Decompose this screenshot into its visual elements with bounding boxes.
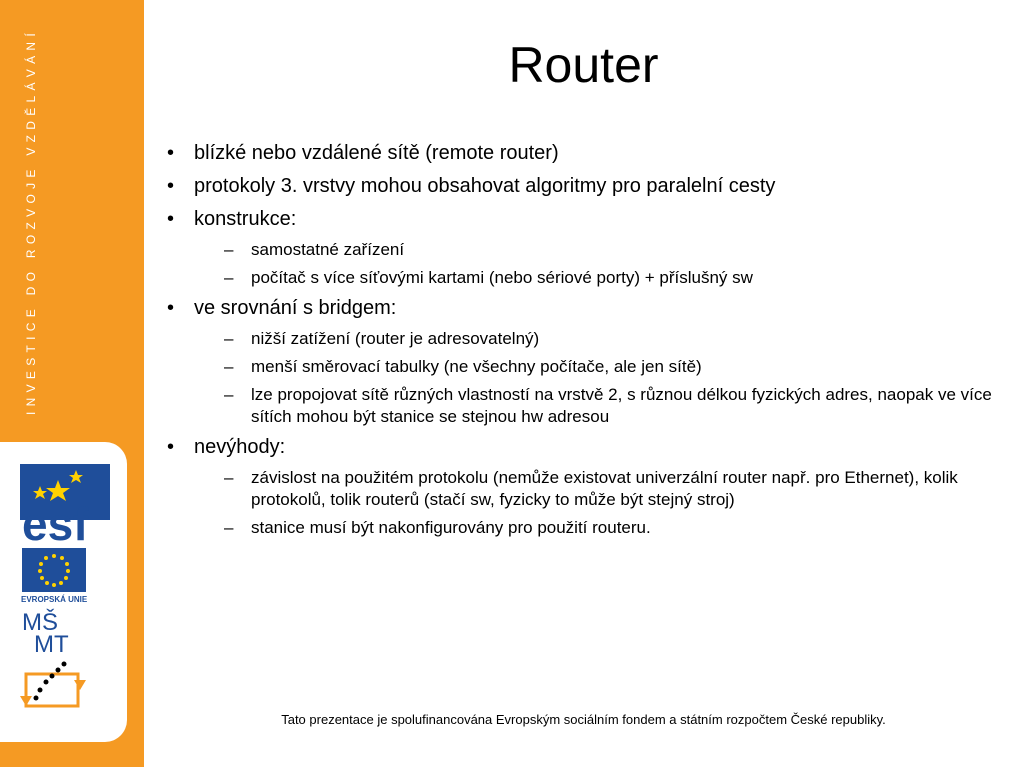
sub-item xyxy=(164,356,1004,378)
sub-text: menší směrovací tabulky (ne všechny počítače, ale jen sítě) xyxy=(251,357,702,376)
bullet-text: nevýhody: xyxy=(194,436,286,458)
esf-logo xyxy=(20,464,110,544)
sidebar xyxy=(0,0,144,767)
bullet-item xyxy=(164,206,1004,232)
sub-text: stanice musí být nakonfigurovány pro použití routeru. xyxy=(251,518,651,537)
sub-text: samostatné zařízení xyxy=(251,240,405,259)
sub-marker: – xyxy=(224,468,234,487)
sub-marker: – xyxy=(224,329,234,348)
sub-text: lze propojovat sítě různých vlastností na vrstvě 2, s různou délkou fyzických adres, naopak ve více sítích mohou být stanice se stejnou hw adresou xyxy=(251,385,992,426)
sub-marker: – xyxy=(224,268,234,287)
bullet-item xyxy=(164,173,1004,199)
sub-marker: – xyxy=(224,385,234,404)
bullet-marker: • xyxy=(167,208,175,230)
logo-card xyxy=(0,442,127,742)
esf-logo-text: esf xyxy=(22,498,89,544)
sub-marker: – xyxy=(224,240,234,259)
sidebar-vertical-text: INVESTICE DO ROZVOJE VZDĚLÁVÁNÍ xyxy=(24,27,38,415)
bullet-text: protokoly 3. vrstvy mohou obsahovat algoritmy pro paralelní cesty xyxy=(194,175,776,197)
sub-item xyxy=(164,467,1004,511)
bullet-marker: • xyxy=(167,436,175,458)
sub-text: počítač s více síťovými kartami (nebo sériové porty) + příslušný sw xyxy=(251,268,753,287)
sub-list xyxy=(164,467,1004,539)
bullet-text: ve srovnání s bridgem: xyxy=(194,297,397,319)
bullet-marker: • xyxy=(167,142,175,164)
sub-list xyxy=(164,239,1004,289)
sub-marker: – xyxy=(224,518,234,537)
msmt-bottom-text: MT xyxy=(34,631,69,654)
bullet-text: konstrukce: xyxy=(194,208,297,230)
bullet-marker: • xyxy=(167,297,175,319)
sub-text: závislost na použitém protokolu (nemůže existovat univerzální router např. pro Ethernet), kolik protokolů, tolik routerů (stačí sw, fyzicky to může být stejný stroj) xyxy=(251,468,958,509)
bullet-text: blízké nebo vzdálené sítě (remote router) xyxy=(194,142,559,164)
sub-item xyxy=(164,239,1004,261)
footer-text: Tato prezentace je spolufinancována Evropským sociálním fondem a státním rozpočtem České republiky. xyxy=(281,712,886,727)
sub-item xyxy=(164,267,1004,289)
bullet-item xyxy=(164,295,1004,321)
bullet-item xyxy=(164,434,1004,460)
slide-content xyxy=(164,140,1004,545)
oppa-logo xyxy=(20,660,90,720)
slide-title: Router xyxy=(508,37,659,93)
msmt-logo xyxy=(20,608,90,654)
sub-list xyxy=(164,328,1004,428)
msmt-top-text: MŠ xyxy=(22,609,58,636)
bullet-marker: • xyxy=(167,175,175,197)
sub-item xyxy=(164,384,1004,428)
sub-item xyxy=(164,517,1004,539)
sub-text: nižší zatížení (router je adresovatelný) xyxy=(251,329,540,348)
sub-marker: – xyxy=(224,357,234,376)
sub-item xyxy=(164,328,1004,350)
eu-flag-logo xyxy=(20,548,90,604)
bullet-item xyxy=(164,140,1004,166)
eu-caption: EVROPSKÁ UNIE xyxy=(21,595,88,604)
